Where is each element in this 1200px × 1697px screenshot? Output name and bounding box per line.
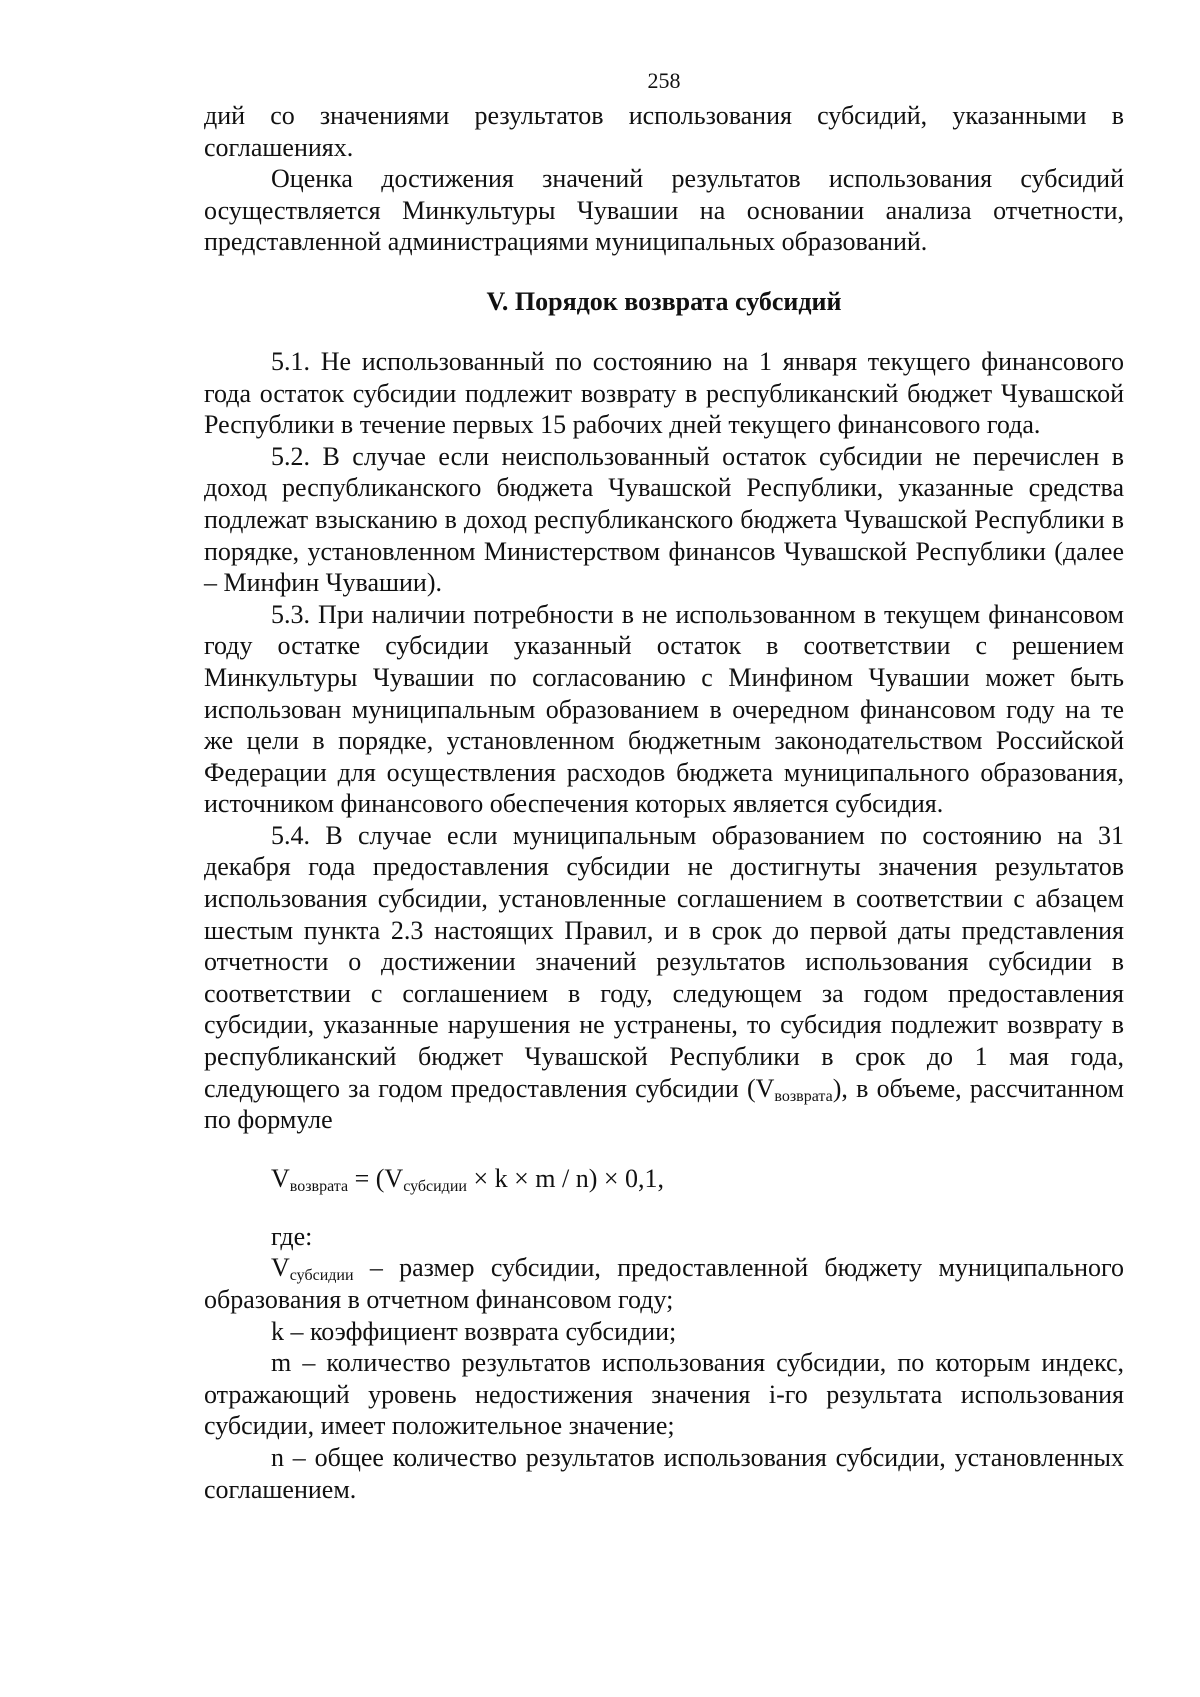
paragraph-5-4 <box>204 820 1124 1136</box>
paragraph-5-1: 5.1. Не использованный по состоянию на 1 января текущего финансового года остаток субсидии подлежит возврату в республиканский бюджет Чувашской Республики в течение первых 15 рабочих дней текущего финансового года. <box>204 346 1124 440</box>
intro-paragraph-evaluation: Оценка достижения значений результатов использования субсидий осуществляется Минкультуры Чувашии на основании анализа отчетности, представленной администрациями муниципальных образований. <box>204 164 1124 257</box>
paragraph-5-3: 5.3. При наличии потребности в не использованном в текущем финансовом году остатке субсидии указанный остаток в соответствии с решением Минкультуры Чувашии по согласованию с Минфином Чувашии может быть использован муниципальным образованием в очередном финансовом году на те же цели в порядке, установленном бюджетным законодательством Российской Федерации для осуществления расходов бюджета муниципального образования, источником финансового обеспечения которых является субсидия. <box>204 599 1124 819</box>
paragraph-5-4-tail: ), в объеме, рассчитанном по формуле <box>204 1073 1125 1135</box>
paragraph-5-2: 5.2. В случае если неиспользованный остаток субсидии не перечислен в доход республиканского бюджета Чувашской Республики, указанные средства подлежат взысканию в доход республиканского бюджета Чувашской Республики в порядке, установленном Министерством финансов Чувашской Республики (далее – Минфин Чувашии). <box>204 441 1124 598</box>
formula-tail: × k × m / n) × 0,1, <box>466 1163 665 1193</box>
document-page <box>204 66 1124 1505</box>
section-title: V. Порядок возврата субсидий <box>486 286 842 316</box>
definition-v-text: – размер субсидии, предоставленной бюджету муниципального образования в отчетном финансовом году; <box>204 1253 1124 1314</box>
definition-v-subsidy <box>204 1252 1124 1315</box>
definition-k: k – коэффициент возврата субсидии; <box>271 1316 677 1346</box>
where-label: где: <box>271 1221 313 1251</box>
page-number: 258 <box>647 68 681 93</box>
formula-sub-subsidy: субсидии <box>403 1177 467 1195</box>
definition-v-label: V <box>271 1253 290 1283</box>
intro-paragraph-continuation: дий со значениями результатов использования субсидий, указанными в соглашениях. <box>204 101 1124 162</box>
definition-m: m – количество результатов использования субсидии, по которым индекс, отражающий уровень недостижения значения i-го результата использования субсидии, имеет положительное значение; <box>204 1348 1124 1441</box>
definition-v-subscript: субсидии <box>289 1267 354 1285</box>
return-formula <box>271 1163 1124 1194</box>
paragraph-5-4-text: 5.4. В случае если муниципальным образованием по состоянию на 31 декабря года предоставления субсидии не достигнуты значения результатов использования субсидии, установленные соглашением в соответствии с абзацем шестым пункта 2.3 настоящих Правил, и в срок до первой даты представления отчетности о достижении значений результатов использования субсидии в соответствии с соглашением в году, следующем за годом предоставления субсидии, указанные нарушения не устранены, то субсидия подлежит возврату в республиканский бюджет Чувашской Республики в срок до 1 мая года, следующего за годом предоставления субсидии (V <box>204 820 1124 1103</box>
formula-mid: = (V <box>348 1163 404 1193</box>
formula-sub-return: возврата <box>289 1177 349 1195</box>
definition-n: n – общее количество результатов использования субсидии, установленных соглашением. <box>204 1442 1124 1504</box>
paragraph-5-4-subscript: возврата <box>774 1087 833 1105</box>
formula-v: V <box>271 1163 290 1193</box>
